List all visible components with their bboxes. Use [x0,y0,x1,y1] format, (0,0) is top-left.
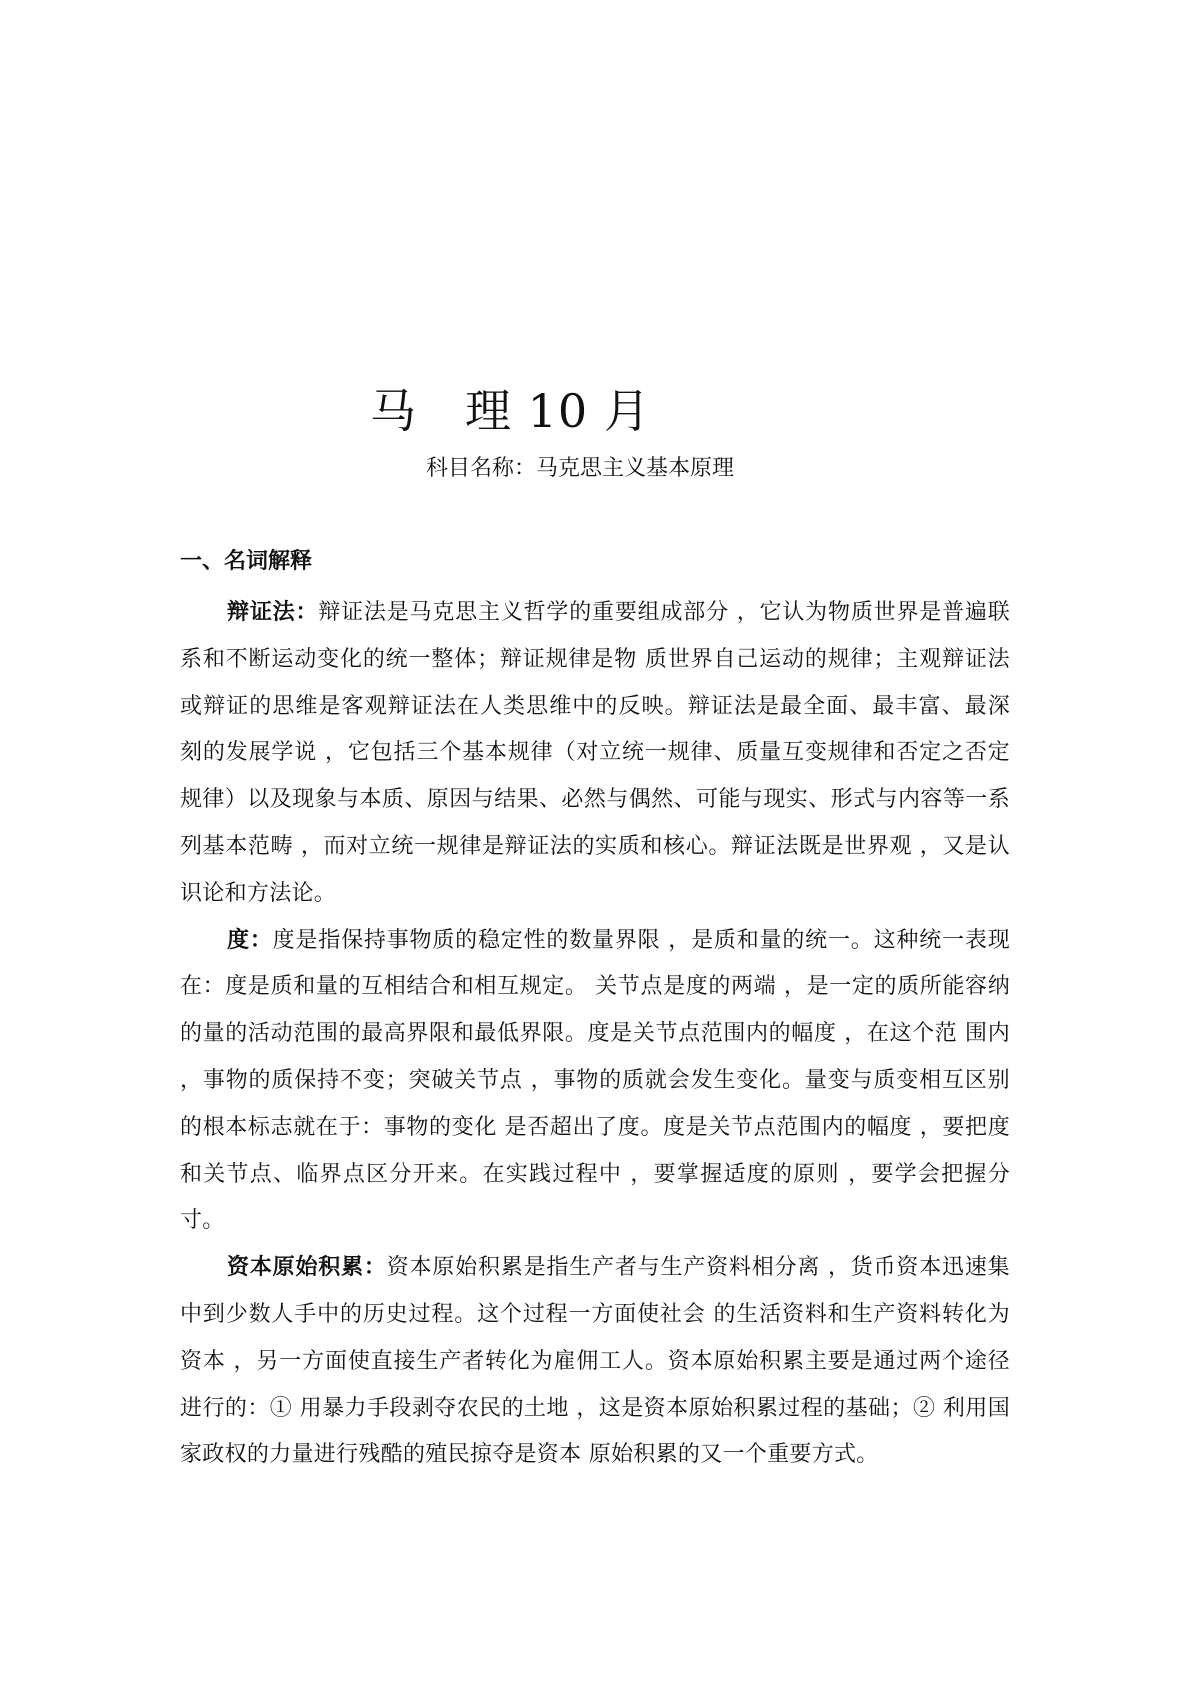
term-definitions [180,590,1010,1479]
term-name: 资本原始积累： [227,1255,387,1281]
title-part-2: 理 10 月 [465,384,651,438]
term-name: 辩证法： [227,600,319,625]
term-paragraph-dialectics [180,590,1010,918]
term-definition: 度是指保持事物质的稳定性的数量界限 ，是质和量的统一。这种统一表现在：度是质和量的互相结合和相互规定。 关节点是度的两端 ，是一定的质所能容纳的量的活动范围的最高界限和最低界限。度是关节点范围内的幅度 ，在这个范 围内 ，事物的质保持不变；突破关节点 ，事物的质就会发生变化。量变与质变相互区别的根本标志就在于：事物的变化 是否超出了度。度是关节点范围内的幅度 ，要把度和关节点、临界点区分开来。在实践过程中 ，要掌握适度的原则 ，要学会把握分寸。 [180,927,1010,1234]
title-part-1: 马 [370,384,417,438]
term-paragraph-primitive-accumulation [180,1245,1010,1479]
subject-line: 科目名称：马克思主义基本原理 [426,456,735,481]
term-definition: 辩证法是马克思主义哲学的重要组成部分 ，它认为物质世界是普遍联系和不断运动变化的统一整体；辩证规律是物 质世界自己运动的规律；主观辩证法或辩证的思维是客观辩证法在人类思维中的反映。辩证法是最全面、最丰富、最深 刻的发展学说 ，它包括三个基本规律（对立统一规律、质量互变规律和否定之否定规律）以及现象与本质、原因与结果、必然与偶然、可能与现实、形式与内容等一系列基本范畴 ，而对立统一规律是辩证法的实质和核心。辩证法既是世界观 ，又是认识论和方法论。 [180,600,1011,906]
document-title [370,383,651,439]
term-paragraph-degree [180,918,1010,1246]
term-name: 度： [227,927,273,953]
section-heading: 一、名词解释 [180,549,313,574]
term-definition: 资本原始积累是指生产者与生产资料相分离 ，货币资本迅速集中到少数人手中的历史过程。这个过程一方面使社会 的生活资料和生产资料转化为资本 ，另一方面使直接生产者转化为雇佣工人。资本原始积累主要是通过两个途径进行的：① 用暴力手段剥夺农民的土地 ，这是资本原始积累过程的基础；② 利用国家政权的力量进行残酷的殖民掠夺是资本 原始积累的又一个重要方式。 [180,1255,1010,1468]
